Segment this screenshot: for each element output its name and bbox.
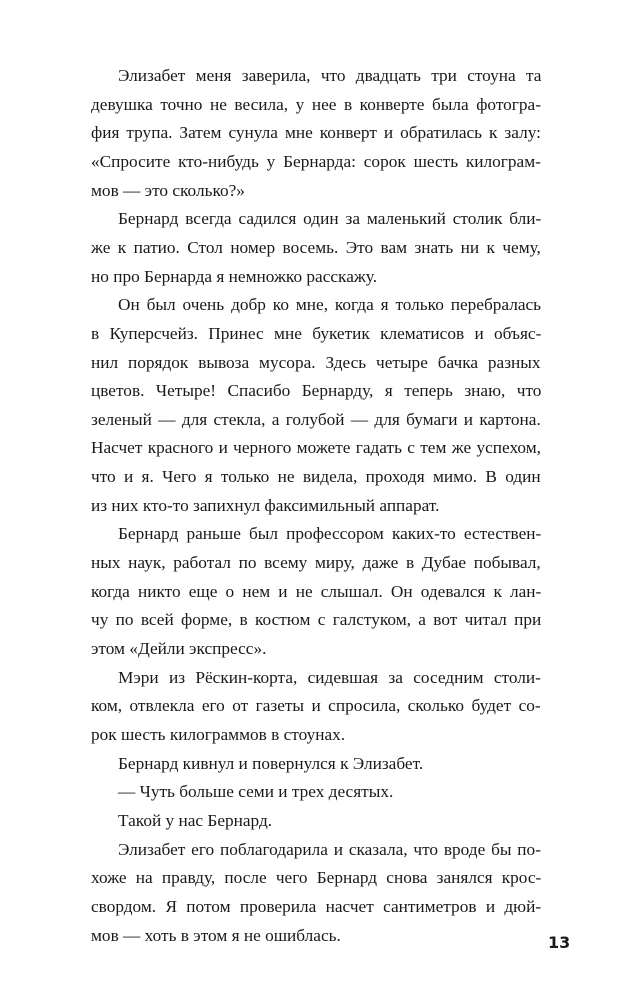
text-line: этом «Дейли экспресс». (91, 639, 267, 658)
text-line: «Спросите кто-нибудь у Бернарда: сорок шесть килограм- (91, 151, 541, 171)
text-line: фия трупа. Затем сунула мне конверт и обратилась к залу: (91, 123, 541, 143)
text-line: Бернард раньше был профессором каких-то естествен- (118, 524, 542, 544)
text-line: Такой у нас Бернард. (118, 810, 273, 830)
text-line: же к патио. Стол номер восемь. Это вам знать ни к чему, (91, 237, 541, 257)
text-line: Элизабет меня заверила, что двадцать три стоуна та (118, 66, 542, 85)
text-line: Бернард всегда садился один за маленький столик бли- (118, 209, 542, 229)
text-line: мов — это сколько?» (91, 180, 245, 200)
text-line: Насчет красного и черного можете гадать с тем же успехом, (91, 438, 541, 458)
text-line: зеленый — для стекла, а голубой — для бумаги и картона. (91, 409, 541, 429)
text-line: ком, отвлекла его от газеты и спросила, сколько будет со- (91, 696, 541, 716)
text-line: Элизабет его поблагодарила и сказала, что вроде бы по- (118, 839, 541, 859)
text-line: мов — хоть в этом я не ошиблась. (91, 925, 341, 945)
text-line: в Куперсчейз. Принес мне букетик клематисов и объяс- (91, 323, 542, 343)
text-line: чу по всей форме, в костюм с галстуком, а вот читал при (91, 610, 542, 630)
text-line: цветов. Четыре! Спасибо Бернарду, я теперь знаю, что (91, 381, 542, 401)
text-line: девушка точно не весила, у нее в конверте была фотогра- (91, 94, 541, 114)
text-line: нил порядок вывоза мусора. Здесь четыре бачка разных (91, 352, 541, 372)
text-line: ных наук, работал по всему миру, даже в Дубае побывал, (91, 553, 541, 573)
text-line: свордом. Я потом проверила насчет сантиметров и дюй- (91, 896, 542, 916)
text-line: Мэри из Рёскин-корта, сидевшая за соседним столи- (118, 667, 541, 687)
text-line: но про Бернарда я немножко расскажу. (91, 266, 378, 286)
text-line: рок шесть килограммов в стоунах. (91, 724, 346, 744)
text-line: хоже на правду, после чего Бернард снова занялся крос- (91, 868, 542, 888)
text-line: Бернард кивнул и повернулся к Элизабет. (118, 753, 424, 773)
text-line: — Чуть больше семи и трех десятых. (118, 782, 394, 802)
page-number: 13 (548, 933, 571, 952)
text-line: Он был очень добр ко мне, когда я только перебралась (118, 295, 542, 315)
text-line: когда никто еще о нем и не слышал. Он одевался к лан- (91, 581, 542, 601)
text-line: что и я. Чего я только не видела, проходя мимо. В один (91, 467, 541, 487)
text-line: из них кто-то запихнул факсимильный аппарат. (91, 495, 440, 515)
